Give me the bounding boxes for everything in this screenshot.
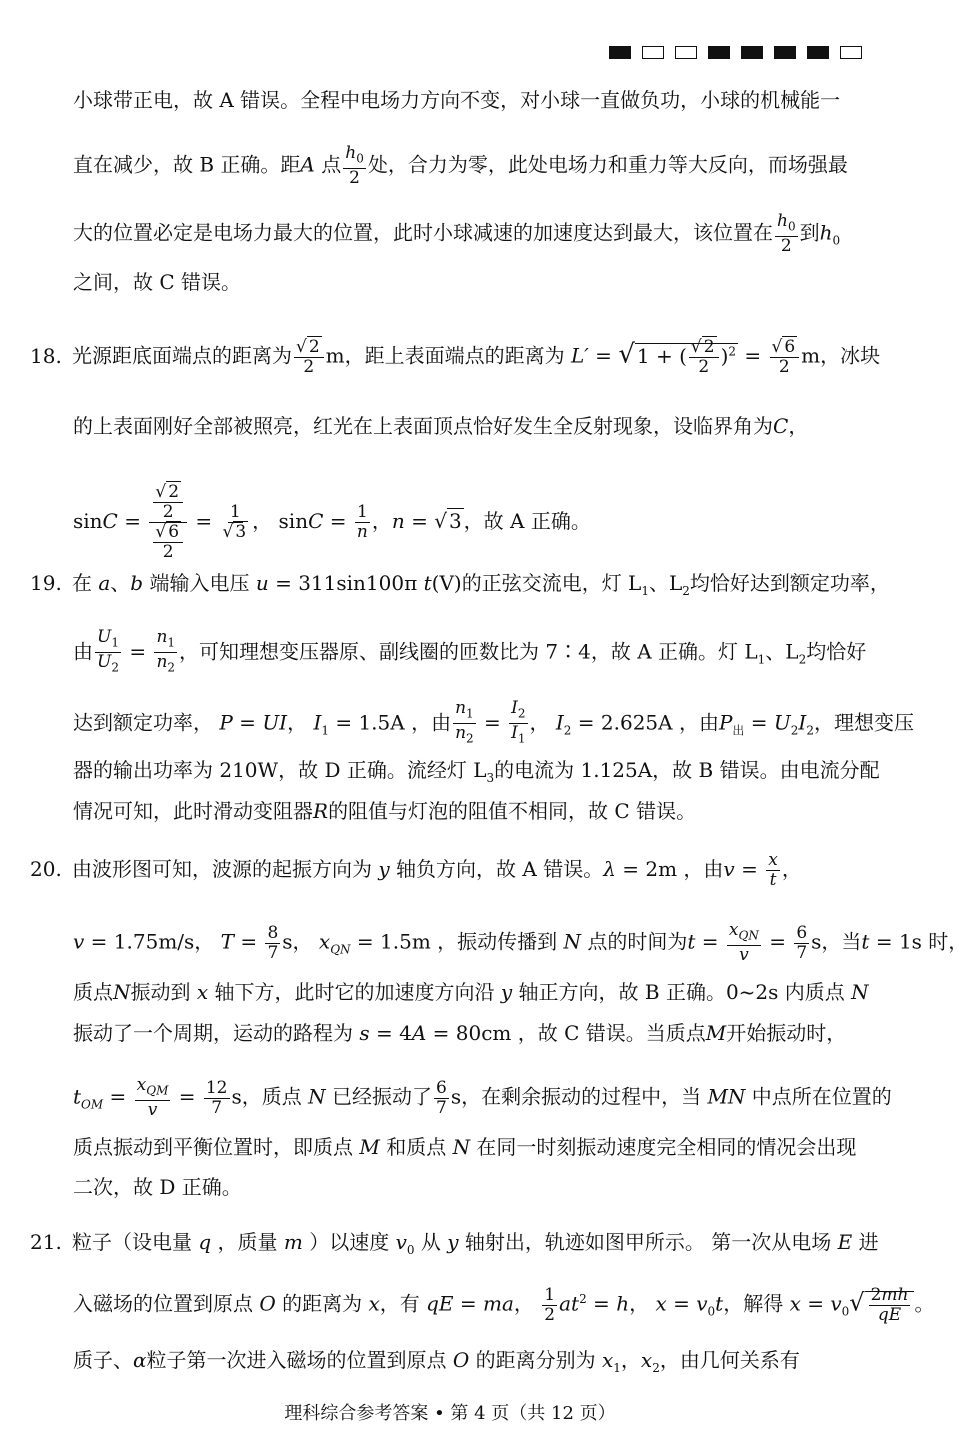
text: 从 — [420, 1230, 441, 1254]
text: 在同一时刻振动速度完全相同的情况会出现 — [476, 1135, 857, 1159]
text: 均恰好 — [806, 639, 867, 664]
text: 质点 — [73, 980, 113, 1004]
text: ，由几何关系有 — [659, 1348, 800, 1372]
text: 质子、 — [73, 1348, 133, 1372]
text: 的阻值与灯泡的阻值不相同，故 C 错误。 — [328, 799, 697, 823]
text: 的上表面刚好全部被照亮，红光在上表面顶点恰好发生全反射现象，设临界角为 — [73, 414, 773, 438]
p18-line-1: 18. 光源距底面端点的距离为 $\frac{√ 2}{2}$ m，距上表面端点的距离为 L′ = √ 1 + ( $\frac{√ 2}{2}$ )$^2$ = $\frac{√ 6}{2}$ m，冰块 — [30, 336, 881, 377]
p20-line-6: 质点振动到平衡位置时，即质点 M 和质点 N 在同一时刻振动速度完全相同的情况会出现 — [73, 1135, 857, 1159]
compound-fraction: $\frac{\frac{√ 2}{2}}{\frac{√ 6}{2}}$ — [149, 483, 187, 562]
text: ，理想变压 — [813, 710, 914, 735]
text: 到 — [799, 220, 820, 245]
text: s，当 — [811, 929, 862, 954]
fraction-h0-over-2: $\frac{h_0}{2}$ — [345, 143, 364, 189]
page-footer: 理科综合参考答案 • 第 4 页（共 12 页） — [284, 1403, 616, 1424]
text: 小球带正电，故 A 错误。全程中电场力方向不变，对小球一直做负功，小球的机械能一 — [73, 88, 841, 112]
p17-line-3: 大的位置必定是电场力最大的位置，此时小球减速的加速度达到最大，该位置在 $\frac{h_0}{2}$ 到$h_0$ — [73, 211, 841, 257]
text: 的距离分别为 — [475, 1348, 596, 1372]
text: 处，合力为零，此处电场力和重力等大反向，而场强最 — [367, 152, 848, 177]
item-number: 18. — [30, 343, 62, 368]
p20-line-5: $t_{OM}$ = $x_{QM}$ v = $\frac{12}{7}$ s，质点 N 已经振动了 $\frac{6}{7}$ s，在剩余振动的过程中，当 MN 中点所在位置的 — [73, 1075, 892, 1121]
item-number: 19. — [30, 571, 62, 595]
p20-line-1: 20. 由波形图可知，波源的起振方向为 y 轴负方向，故 A 错误。λ = 2m ，由v = $\frac{x}{t}$ ， — [30, 850, 802, 890]
text: ，解得 — [723, 1291, 784, 1316]
text: 端输入电压 — [149, 571, 250, 595]
header-mark — [774, 46, 796, 59]
text: 、L — [648, 571, 683, 595]
text: 在 — [72, 571, 92, 595]
text: 由波形图可知，波源的起振方向为 — [72, 857, 372, 881]
p18-line-3: sinC = $\frac{\frac{√ 2}{2}}{\frac{√ 6}{2}}$ = $\frac{1}{√ 3}$ ， sinC = $\frac{1}{n}$ ，n = √ 3 ，故 A 正确。 — [73, 482, 591, 562]
text: 的电流为 1.125A，故 B 错误。由电流分配 — [494, 758, 880, 782]
text: 大的位置必定是电场力最大的位置，此时小球减速的加速度达到最大，该位置在 — [73, 220, 773, 245]
text: 之间，故 C 错误。 — [73, 270, 242, 294]
p19-line-4: 器的输出功率为 210W，故 D 正确。流经灯 $L_3$的电流为 1.125A，故 B 错误。由电流分配 — [73, 758, 880, 785]
text: 。 — [914, 1291, 935, 1316]
text: 进 — [858, 1230, 879, 1254]
text: m，冰块 — [801, 343, 881, 368]
header-mark — [741, 46, 763, 59]
p18-line-2 — [73, 412, 808, 440]
text: A — [300, 152, 315, 177]
p21-line-3: 质子、α粒子第一次进入磁场的位置到原点 O 的距离分别为 $x_1$，$x_2$，由几何关系有 — [73, 1348, 800, 1375]
p20-line-2: v = 1.75m/s， T = $\frac{8}{7}$ s， $x_{QN} = 1.5m$ ，振动传播到 N 点的时间为t = $x_{QN}$ v = $\frac{6}{7}$ s，当t = 1s 时， — [73, 920, 968, 966]
text: 、L — [765, 639, 799, 664]
header-mark — [642, 46, 664, 59]
text: 二次，故 D 正确。 — [73, 1175, 242, 1199]
text: ，由 — [683, 857, 724, 881]
p17-line-4 — [73, 268, 241, 296]
text: 器的输出功率为 210W，故 D 正确。流经灯 L — [73, 758, 487, 782]
text: ，由 — [678, 710, 719, 735]
p20-line-4: 振动了一个周期，运动的路程为 s = 4A = 80cm ，故 C 错误。当质点M开始振动时， — [73, 1021, 847, 1045]
text: ）以速度 — [309, 1230, 390, 1254]
text: 光源距底面端点的距离为 — [72, 343, 292, 368]
fraction-sqrt6-over-2: $\frac{√ 6}{2}$ — [770, 338, 800, 377]
p19-line-5: 情况可知，此时滑动变阻器R的阻值与灯泡的阻值不相同，故 C 错误。 — [73, 799, 697, 823]
p17-line-1 — [73, 86, 840, 114]
header-marks — [609, 46, 862, 59]
text: 和质点 — [386, 1135, 447, 1159]
text: 粒子第一次进入磁场的位置到原点 — [146, 1348, 447, 1372]
header-mark — [708, 46, 730, 59]
p20-line-7 — [73, 1173, 242, 1201]
text: ，由 — [411, 710, 452, 735]
text: 的正弦交流电，灯 L — [461, 571, 642, 595]
header-mark — [675, 46, 697, 59]
header-mark — [609, 46, 631, 59]
text: 轴下方，此时它的加速度方向沿 — [214, 980, 495, 1004]
text: ， — [788, 414, 809, 438]
text: 中点所在位置的 — [751, 1084, 892, 1109]
text: 情况可知，此时滑动变阻器 — [73, 799, 313, 823]
text: ，故 A 正确。 — [463, 509, 591, 533]
text: 已经振动了 — [331, 1084, 432, 1109]
p19-line-3: 达到额定功率， P = UI， $I_1 = 1.5A$ ，由 $\frac{n_1}{n_2}$ = $\frac{I_2}{I_1}$ ， $I_2 = 2.625A$ ，由$P_出 = U_2I_2$，理想变压 — [73, 698, 914, 746]
text: 直在减少，故 B 正确。距 — [73, 152, 301, 177]
text: s，在剩余振动的过程中，当 — [450, 1084, 702, 1109]
text: 入磁场的位置到原点 — [73, 1291, 253, 1316]
item-number: 20. — [30, 857, 62, 881]
text: ，可知理想变压器原、副线圈的匝数比为 7∶4，故 A 正确。灯 L — [179, 639, 758, 664]
text: 轴射出，轨迹如图甲所示。 第一次从电场 — [464, 1230, 832, 1254]
text: 的距离为 — [282, 1291, 363, 1316]
p19-line-1: 19. 在 a、b 端输入电压 u = 311sin100π t(V)的正弦交流电，灯 $L_1$、$L_2$均恰好达到额定功率， — [30, 571, 890, 598]
text: 振动到 — [130, 980, 191, 1004]
p17-line-2 — [73, 144, 848, 188]
p19-line-2: 由 $\frac{U_1}{U_2}$ = $\frac{n_1}{n_2}$ ，可知理想变压器原、副线圈的匝数比为 7∶4，故 A 正确。灯 $L_1$、$L_2$均恰好 — [73, 627, 867, 675]
text: 开始振动时， — [726, 1021, 847, 1045]
text: 质点振动到平衡位置时，即质点 — [73, 1135, 353, 1159]
text: C — [773, 414, 789, 438]
text: 均恰好达到额定功率， — [689, 571, 890, 595]
text: ，故 C 错误。当质点 — [517, 1021, 706, 1045]
text: ，振动传播到 — [437, 929, 558, 954]
text: 达到额定功率， — [73, 710, 213, 735]
fraction-sqrt2-over-2: $\frac{√ 2}{2}$ — [294, 338, 324, 377]
text: 振动了一个周期，运动的路程为 — [73, 1021, 353, 1045]
text: 由 — [73, 639, 93, 664]
text: ，有 — [379, 1291, 420, 1316]
text: 轴负方向，故 A 错误。 — [396, 857, 604, 881]
p21-line-1: 21. 粒子（设电量 q ，质量 m ）以速度 $v_0$ 从 y 轴射出，轨迹如图甲所示。 第一次从电场 E 进 — [30, 1230, 879, 1257]
item-number: 21. — [30, 1230, 62, 1254]
p21-line-2: 入磁场的位置到原点 O 的距离为 x，有 qE = ma， $\frac{1}{2}$ $at^2 = h$， $x = v_0t$，解得 $x = v_0√$ $\frac{2mh}{qE}$ 。 — [73, 1284, 935, 1325]
p20-line-3: 质点N振动到 x 轴下方，此时它的加速度方向沿 y 轴正方向，故 B 正确。0~2s 内质点 N — [73, 980, 869, 1004]
text: 粒子（设电量 — [72, 1230, 192, 1254]
header-mark — [840, 46, 862, 59]
text: 轴正方向，故 B 正确。0~2s 内质点 — [518, 980, 845, 1004]
fraction-h0-over-2: $\frac{h_0}{2}$ — [777, 211, 796, 257]
text: s，质点 — [231, 1084, 302, 1109]
text: ，质量 — [217, 1230, 278, 1254]
text: 点的时间为 — [587, 929, 688, 954]
text: m，距上表面端点的距离为 — [325, 343, 565, 368]
header-mark — [807, 46, 829, 59]
text: 点 — [314, 152, 342, 177]
text: 时， — [928, 929, 968, 954]
